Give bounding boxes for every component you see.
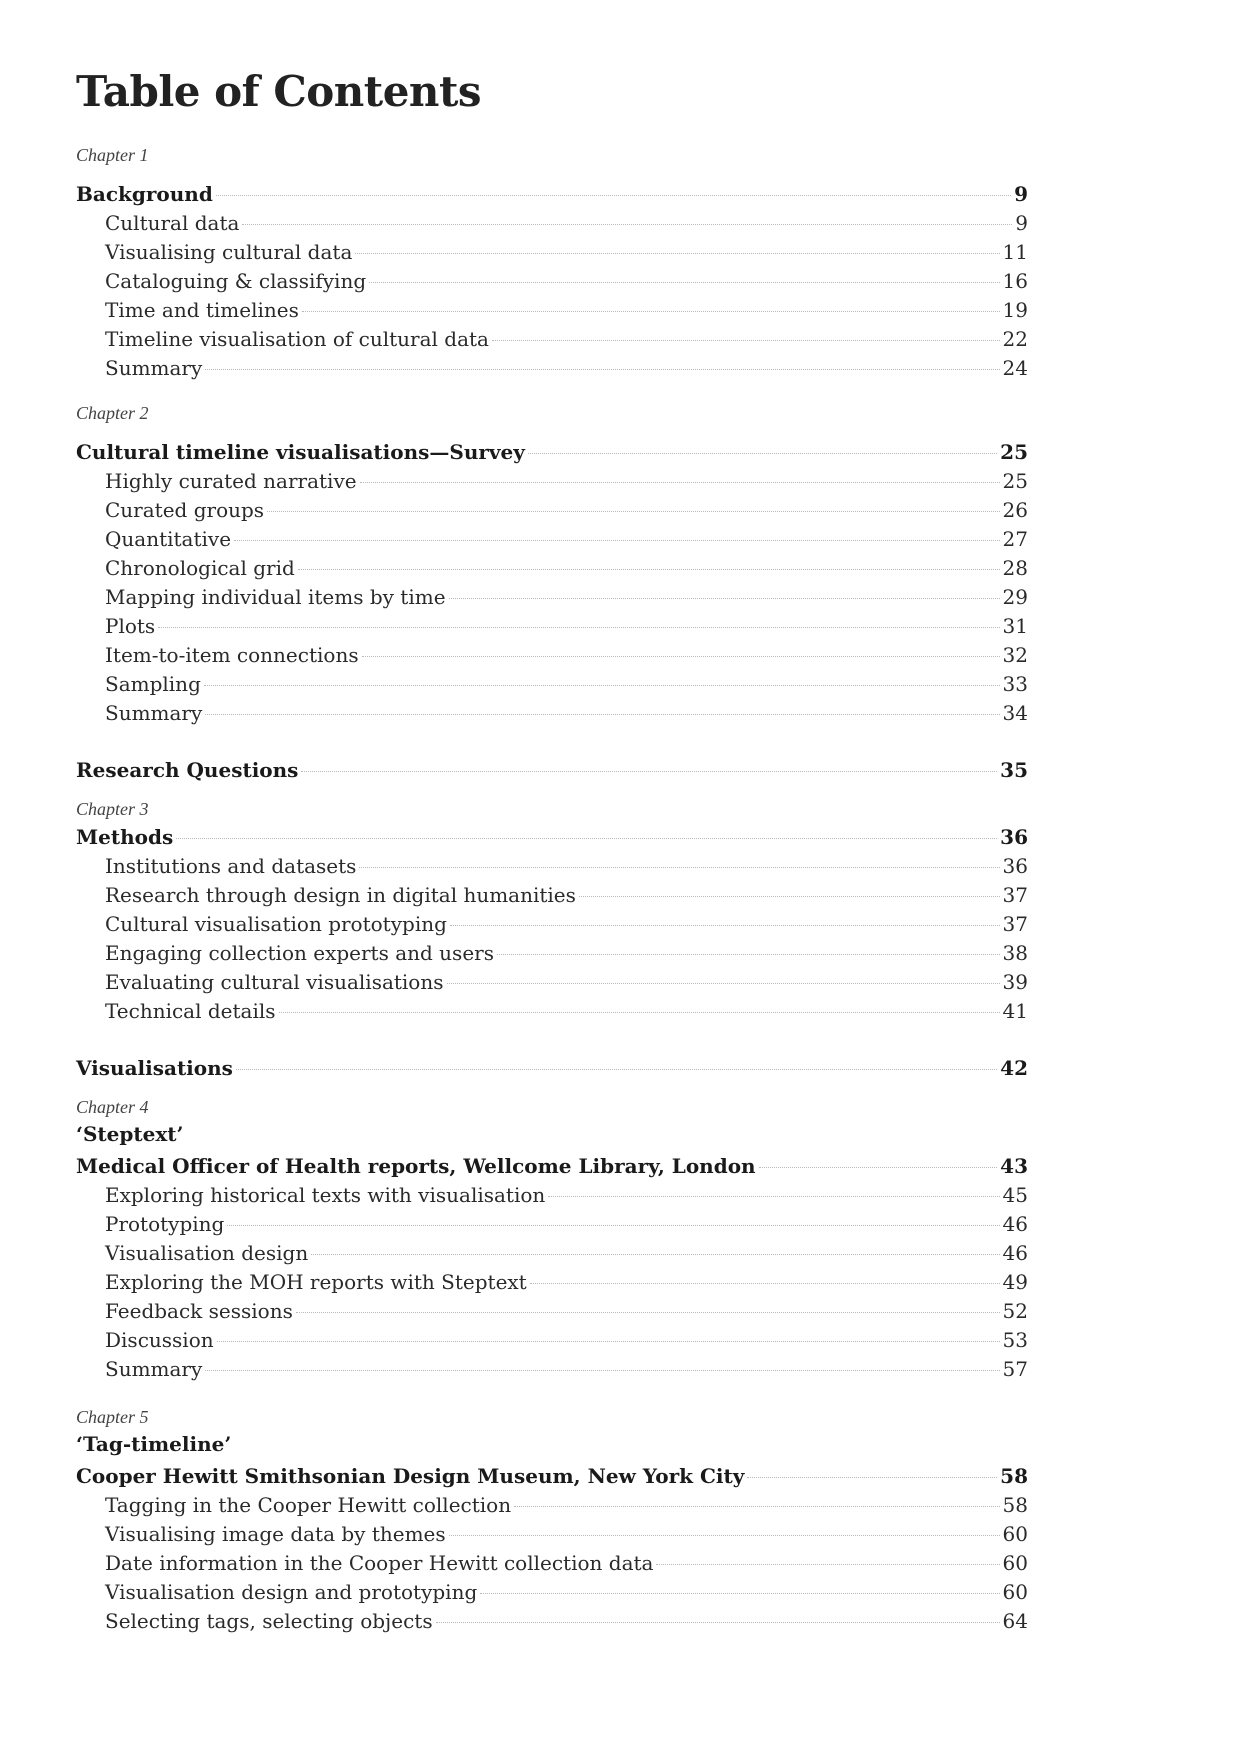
toc-entry-sub[interactable]	[105, 670, 1028, 698]
toc-entry-sub[interactable]	[105, 699, 1028, 727]
toc-page-number: 11	[1002, 240, 1028, 264]
toc-page-number: 41	[1002, 999, 1028, 1023]
dot-leader	[369, 282, 999, 283]
toc-entry-label: Time and timelines	[105, 298, 299, 322]
toc-page-number: 38	[1002, 941, 1028, 965]
toc-entry-sub[interactable]	[105, 1326, 1028, 1354]
toc-entry-label: Research Questions	[76, 758, 299, 782]
toc-page-number: 45	[1002, 1183, 1028, 1207]
toc-entry-label: Curated groups	[105, 498, 265, 522]
toc-entry-label: Engaging collection experts and users	[105, 941, 494, 965]
toc-entry-label: Tagging in the Cooper Hewitt collection	[105, 1493, 512, 1517]
toc-entry-label: Plots	[105, 614, 156, 638]
toc-entry-label: Summary	[105, 1357, 203, 1381]
toc-page-number: 52	[1002, 1299, 1028, 1323]
toc-entry-sub[interactable]	[105, 238, 1028, 266]
toc-entry-label: Visualisations	[76, 1056, 233, 1080]
toc-page-number: 27	[1002, 527, 1028, 551]
dot-leader	[450, 925, 1000, 926]
dot-leader	[747, 1477, 997, 1478]
toc-entry-label: Date information in the Cooper Hewitt collection data	[105, 1551, 654, 1575]
toc-entry-label: Summary	[105, 356, 203, 380]
dot-leader	[311, 1254, 999, 1255]
toc-entry-label: Cooper Hewitt Smithsonian Design Museum, New York City	[76, 1464, 745, 1488]
toc-entry-sub[interactable]	[105, 1297, 1028, 1325]
dot-leader	[298, 569, 1000, 570]
dot-leader	[205, 369, 999, 370]
toc-entry-sub[interactable]	[105, 325, 1028, 353]
toc-entry-label: Cultural timeline visualisations—Survey	[76, 440, 525, 464]
toc-entry-sub[interactable]	[105, 583, 1028, 611]
dot-leader	[355, 253, 999, 254]
toc-page-number: 57	[1002, 1357, 1028, 1381]
toc-entry-main[interactable]	[76, 438, 1028, 466]
dot-leader	[242, 224, 1012, 225]
dot-leader	[436, 1622, 1000, 1623]
toc-entry-label: Mapping individual items by time	[105, 585, 446, 609]
toc-entry-main[interactable]	[76, 1152, 1028, 1180]
toc-entry-label: Visualising cultural data	[105, 240, 353, 264]
toc-entry-label: Quantitative	[105, 527, 232, 551]
dot-leader	[267, 511, 999, 512]
toc-entry-sub[interactable]	[105, 467, 1028, 495]
dot-leader	[449, 1535, 1000, 1536]
toc-entry-sub[interactable]	[105, 267, 1028, 295]
dot-leader	[236, 1069, 997, 1070]
toc-entry-sub[interactable]	[105, 1578, 1028, 1606]
dot-leader	[301, 771, 997, 772]
dot-leader	[528, 453, 997, 454]
toc-page-number: 29	[1002, 585, 1028, 609]
toc-page-number: 53	[1002, 1328, 1028, 1352]
toc-entry-sub[interactable]	[105, 1181, 1028, 1209]
toc-page-number: 31	[1002, 614, 1028, 638]
dot-leader	[449, 598, 1000, 599]
toc-entry-label: Cultural data	[105, 211, 240, 235]
dot-leader	[548, 1196, 999, 1197]
toc-entry-label: Feedback sessions	[105, 1299, 293, 1323]
toc-entry-label: Background	[76, 182, 213, 206]
toc-page-number: 36	[1002, 854, 1028, 878]
toc-entry-sub[interactable]	[105, 1520, 1028, 1548]
toc-entry-label: Item-to-item connections	[105, 643, 359, 667]
toc-entry-label: Visualisation design and prototyping	[105, 1580, 478, 1604]
chapter-number: Chapter 5	[76, 1407, 149, 1427]
toc-page-number: 32	[1002, 643, 1028, 667]
toc-entry-label: Prototyping	[105, 1212, 225, 1236]
toc-page-number: 58	[1000, 1464, 1028, 1488]
dot-leader	[497, 954, 1000, 955]
toc-entry-sub[interactable]	[105, 612, 1028, 640]
dot-leader	[656, 1564, 999, 1565]
toc-entry-label: Discussion	[105, 1328, 214, 1352]
dot-leader	[205, 714, 999, 715]
toc-page-number: 35	[1000, 758, 1028, 782]
dot-leader	[302, 311, 1000, 312]
toc-entry-sub[interactable]	[105, 641, 1028, 669]
toc-page-number: 46	[1002, 1212, 1028, 1236]
toc-entry-label: Sampling	[105, 672, 201, 696]
toc-entry-sub[interactable]	[105, 1607, 1028, 1635]
toc-page-number: 24	[1002, 356, 1028, 380]
toc-entry-label: Exploring the MOH reports with Steptext	[105, 1270, 527, 1294]
toc-entry-sub[interactable]	[105, 554, 1028, 582]
chapter-number: Chapter 3	[76, 799, 149, 819]
dot-leader	[205, 1370, 999, 1371]
chapter-title: ‘Steptext’	[76, 1122, 184, 1146]
toc-page-number: 49	[1002, 1270, 1028, 1294]
toc-entry-sub[interactable]	[105, 852, 1028, 880]
toc-entry-sub[interactable]	[105, 939, 1028, 967]
chapter-number: Chapter 1	[76, 145, 149, 165]
dot-leader	[234, 540, 1000, 541]
dot-leader	[579, 896, 1000, 897]
dot-leader	[514, 1506, 999, 1507]
toc-entry-sub[interactable]	[105, 209, 1028, 237]
dot-leader	[480, 1593, 999, 1594]
toc-entry-label: Cultural visualisation prototyping	[105, 912, 447, 936]
chapter-title: ‘Tag-timeline’	[76, 1432, 232, 1456]
toc-page-number: 26	[1002, 498, 1028, 522]
toc-page-number: 46	[1002, 1241, 1028, 1265]
toc-page-number: 37	[1002, 912, 1028, 936]
page-title: Table of Contents	[76, 67, 481, 116]
dot-leader	[759, 1167, 998, 1168]
toc-entry-label: Visualisation design	[105, 1241, 309, 1265]
toc-entry-sub[interactable]	[105, 296, 1028, 324]
dot-leader	[492, 340, 1000, 341]
toc-entry-label: Evaluating cultural visualisations	[105, 970, 444, 994]
dot-leader	[530, 1283, 1000, 1284]
chapter-number: Chapter 2	[76, 403, 149, 423]
toc-page-number: 39	[1002, 970, 1028, 994]
dot-leader	[279, 1012, 1000, 1013]
toc-page-number: 43	[1000, 1154, 1028, 1178]
dot-leader	[296, 1312, 1000, 1313]
toc-entry-label: Cataloguing & classifying	[105, 269, 367, 293]
toc-entry-sub[interactable]	[105, 1549, 1028, 1577]
toc-entry-label: Visualising image data by themes	[105, 1522, 446, 1546]
toc-page-number: 28	[1002, 556, 1028, 580]
toc-page-number: 60	[1002, 1580, 1028, 1604]
toc-entry-sub[interactable]	[105, 496, 1028, 524]
toc-entry-main[interactable]	[76, 180, 1028, 208]
dot-leader	[227, 1225, 999, 1226]
toc-entry-sub[interactable]	[105, 354, 1028, 382]
toc-page-number: 25	[1002, 469, 1028, 493]
toc-page-number: 22	[1002, 327, 1028, 351]
toc-page-number: 64	[1002, 1609, 1028, 1633]
dot-leader	[362, 656, 1000, 657]
toc-entry-sub[interactable]	[105, 1239, 1028, 1267]
toc-entry-label: Methods	[76, 825, 174, 849]
toc-page-number: 9	[1014, 182, 1028, 206]
dot-leader	[359, 867, 999, 868]
toc-entry-label: Chronological grid	[105, 556, 295, 580]
toc-entry-label: Timeline visualisation of cultural data	[105, 327, 489, 351]
toc-entry-label: Selecting tags, selecting objects	[105, 1609, 433, 1633]
toc-entry-sub[interactable]	[105, 1210, 1028, 1238]
dot-leader	[158, 627, 999, 628]
toc-entry-sub[interactable]	[105, 997, 1028, 1025]
toc-page-number: 60	[1002, 1551, 1028, 1575]
toc-page-number: 42	[1000, 1056, 1028, 1080]
toc-entry-label: Summary	[105, 701, 203, 725]
toc-entry-label: Technical details	[105, 999, 276, 1023]
chapter-number: Chapter 4	[76, 1097, 149, 1117]
dot-leader	[204, 685, 1000, 686]
toc-entry-main[interactable]	[76, 1462, 1028, 1490]
toc-entry-sub[interactable]	[105, 1268, 1028, 1296]
toc-entry-sub[interactable]	[105, 1491, 1028, 1519]
toc-entry-sub[interactable]	[105, 910, 1028, 938]
toc-entry-label: Medical Officer of Health reports, Wellcome Library, London	[76, 1154, 756, 1178]
toc-page-number: 60	[1002, 1522, 1028, 1546]
toc-page-number: 33	[1002, 672, 1028, 696]
toc-page-number: 9	[1015, 211, 1028, 235]
toc-entry-label: Exploring historical texts with visualisation	[105, 1183, 546, 1207]
dot-leader	[447, 983, 1000, 984]
toc-entry-label: Institutions and datasets	[105, 854, 357, 878]
toc-page-number: 37	[1002, 883, 1028, 907]
toc-entry-label: Highly curated narrative	[105, 469, 357, 493]
toc-page-number: 19	[1002, 298, 1028, 322]
toc-page-number: 36	[1000, 825, 1028, 849]
dot-leader	[176, 838, 997, 839]
toc-entry-sub[interactable]	[105, 525, 1028, 553]
dot-leader	[217, 1341, 1000, 1342]
toc-entry-main[interactable]	[76, 1054, 1028, 1082]
toc-entry-sub[interactable]	[105, 968, 1028, 996]
toc-entry-sub[interactable]	[105, 1355, 1028, 1383]
toc-page-number: 58	[1002, 1493, 1028, 1517]
toc-entry-main[interactable]	[76, 823, 1028, 851]
dot-leader	[360, 482, 1000, 483]
toc-entry-sub[interactable]	[105, 881, 1028, 909]
toc-page-number: 25	[1000, 440, 1028, 464]
toc-entry-main[interactable]	[76, 756, 1028, 784]
toc-page-number: 34	[1002, 701, 1028, 725]
dot-leader	[216, 195, 1011, 196]
toc-page-number: 16	[1002, 269, 1028, 293]
toc-entry-label: Research through design in digital humanities	[105, 883, 576, 907]
